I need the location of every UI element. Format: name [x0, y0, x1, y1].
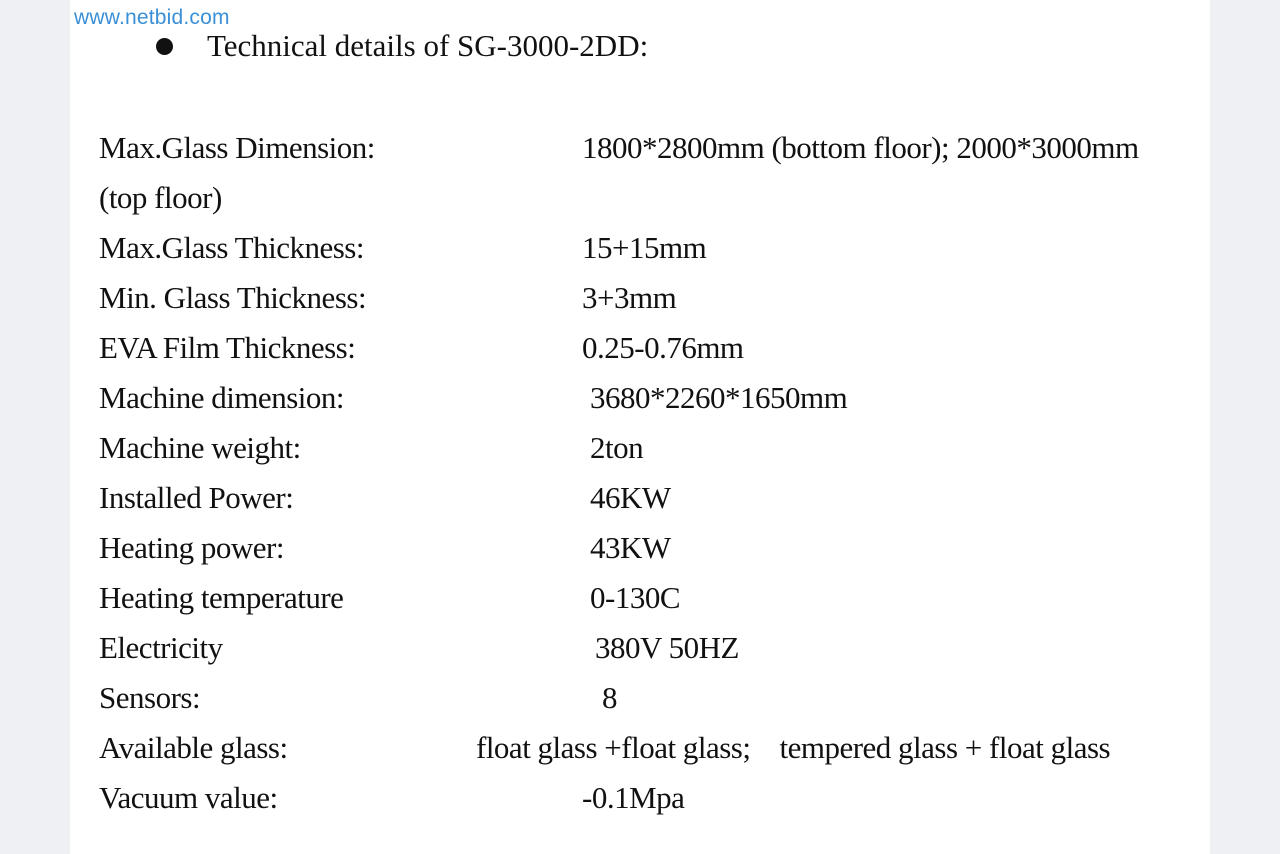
- spec-row: [0, 180, 1280, 220]
- spec-row: [0, 680, 1280, 720]
- spec-value: 380V 50HZ: [595, 630, 739, 665]
- heading-text: Technical details of SG-3000-2DD:: [207, 28, 649, 63]
- spec-label: Electricity: [99, 630, 223, 665]
- spec-value: 3680*2260*1650mm: [590, 380, 848, 415]
- spec-row: [0, 130, 1280, 170]
- spec-value: float glass +float glass; tempered glass + float glass: [476, 730, 1111, 765]
- document-page: [70, 0, 1210, 854]
- spec-value: 3+3mm: [582, 280, 677, 315]
- spec-row: [0, 480, 1280, 520]
- spec-label: Vacuum value:: [99, 780, 278, 815]
- spec-row: [0, 330, 1280, 370]
- spec-row: [0, 430, 1280, 470]
- bullet-icon: [156, 38, 173, 55]
- spec-label: Machine weight:: [99, 430, 301, 465]
- spec-label: Available glass:: [99, 730, 288, 765]
- spec-label: (top floor): [99, 180, 222, 215]
- spec-label: Min. Glass Thickness:: [99, 280, 367, 315]
- spec-row: [0, 280, 1280, 320]
- spec-value: 15+15mm: [582, 230, 707, 265]
- spec-value: 2ton: [590, 430, 644, 465]
- spec-label: Heating temperature: [99, 580, 344, 615]
- spec-value: 0.25-0.76mm: [582, 330, 744, 365]
- spec-row: [0, 630, 1280, 670]
- watermark: www.netbid.com: [74, 6, 230, 29]
- spec-value: 1800*2800mm (bottom floor); 2000*3000mm: [582, 130, 1139, 165]
- spec-label: EVA Film Thickness:: [99, 330, 356, 365]
- spec-label: Machine dimension:: [99, 380, 344, 415]
- spec-row: [0, 380, 1280, 420]
- spec-row: [0, 580, 1280, 620]
- spec-value: 43KW: [590, 530, 671, 565]
- spec-value: -0.1Mpa: [582, 780, 685, 815]
- spec-row: [0, 730, 1280, 770]
- spec-label: Max.Glass Dimension:: [99, 130, 375, 165]
- spec-label: Heating power:: [99, 530, 284, 565]
- spec-value: 46KW: [590, 480, 671, 515]
- spec-value: 8: [602, 680, 617, 715]
- section-heading: [156, 28, 648, 64]
- spec-label: Sensors:: [99, 680, 201, 715]
- spec-row: [0, 780, 1280, 820]
- spec-label: Installed Power:: [99, 480, 294, 515]
- spec-row: [0, 530, 1280, 570]
- spec-label: Max.Glass Thickness:: [99, 230, 364, 265]
- spec-row: [0, 230, 1280, 270]
- spec-value: 0-130C: [590, 580, 680, 615]
